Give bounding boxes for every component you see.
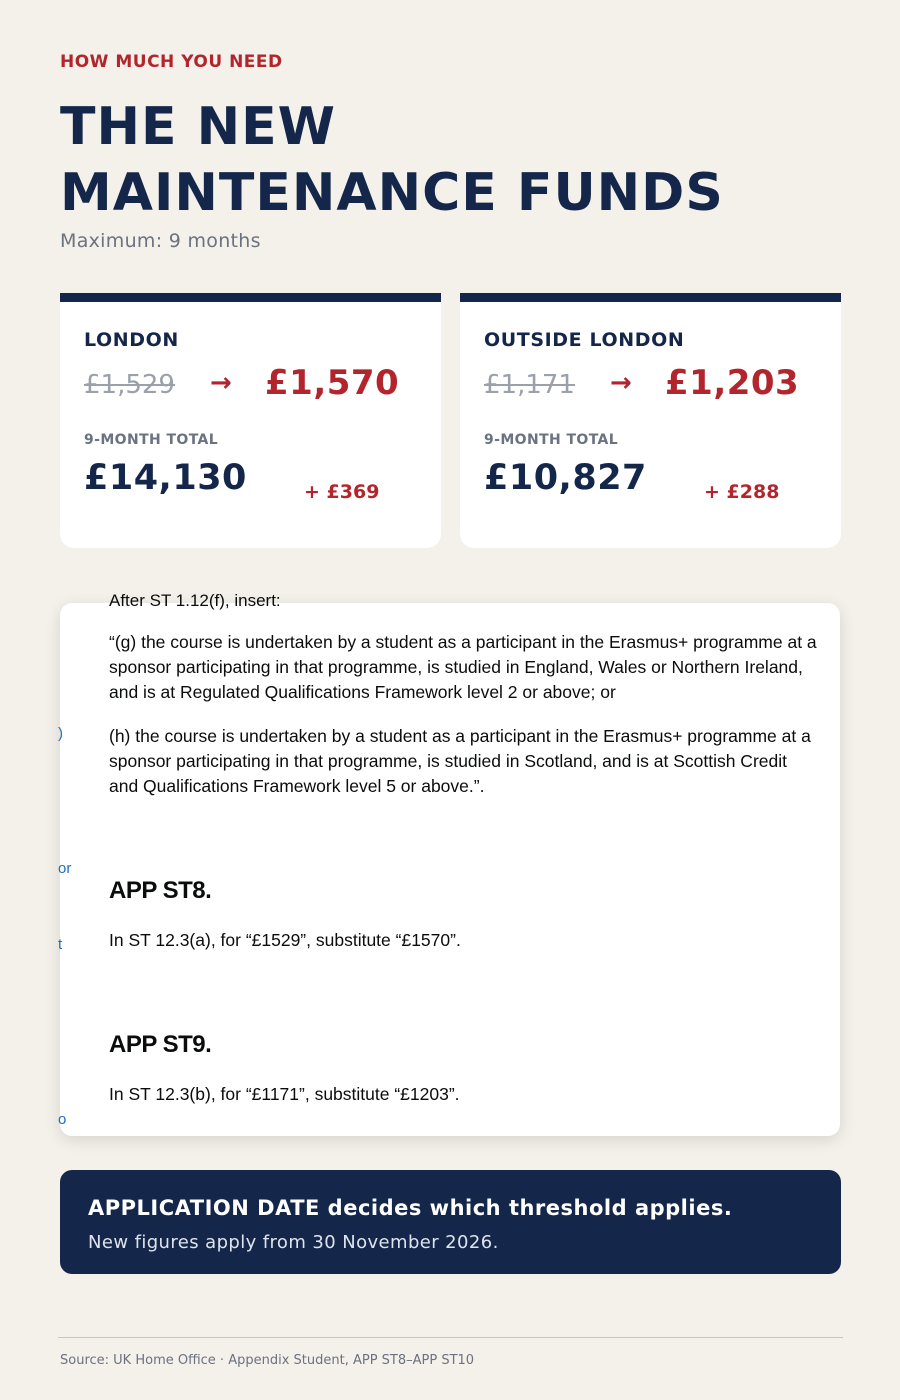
side-link-fragment[interactable]: )	[58, 725, 63, 742]
paragraph-g: “(g) the course is undertaken by a student as a participant in the Erasmus+ programme at a sponsor participating in that programme, is studied in England, Wales or Northern Ireland, and is at Regulated Qualifications Framework level 2 or above; or	[109, 632, 817, 702]
amendment-st8: In ST 12.3(a), for “£1529”, substitute “£1570”.	[109, 930, 461, 950]
arrow-icon: →	[210, 368, 232, 398]
new-amount: £1,203	[665, 363, 800, 403]
eyebrow-label: HOW MUCH YOU NEED	[60, 52, 283, 72]
total-amount: £14,130	[84, 458, 247, 498]
document-excerpt	[58, 591, 840, 1136]
old-amount: £1,529	[84, 370, 175, 400]
new-amount: £1,570	[265, 363, 400, 403]
page-subtitle: Maximum: 9 months	[60, 230, 261, 252]
callout-main: APPLICATION DATE decides which threshold applies.	[88, 1196, 733, 1220]
cut-off-line: After ST 1.12(f), insert:	[109, 591, 281, 610]
application-date-callout	[60, 1170, 841, 1274]
side-link-fragment[interactable]: o	[58, 1111, 67, 1128]
region-label: LONDON	[84, 329, 179, 351]
side-link-fragment[interactable]: or	[58, 860, 72, 877]
old-amount: £1,171	[484, 370, 575, 400]
delta-amount: + £288	[704, 481, 780, 503]
title-line-1: THE NEW	[60, 97, 337, 157]
london-card	[60, 293, 441, 548]
heading-app-st8: APP ST8.	[109, 877, 212, 904]
total-label: 9-MONTH TOTAL	[84, 432, 219, 448]
title-line-2: MAINTENANCE FUNDS	[60, 163, 724, 223]
total-label: 9-MONTH TOTAL	[484, 432, 619, 448]
arrow-icon: →	[610, 368, 632, 398]
delta-amount: + £369	[304, 481, 380, 503]
footer-divider	[58, 1337, 843, 1338]
source-note: Source: UK Home Office · Appendix Student, APP ST8–APP ST10	[60, 1353, 475, 1368]
side-link-fragment[interactable]: t	[58, 936, 63, 953]
region-label: OUTSIDE LONDON	[484, 329, 685, 351]
outside-london-card	[460, 293, 841, 548]
heading-app-st9: APP ST9.	[109, 1031, 212, 1058]
page-title	[60, 94, 860, 226]
total-amount: £10,827	[484, 458, 647, 498]
callout-sub: New figures apply from 30 November 2026.	[88, 1232, 499, 1253]
paragraph-h: (h) the course is undertaken by a student as a participant in the Erasmus+ programme at a sponsor participating in that programme, is studied in Scotland, and is at Scottish Credit and Qualifications Framework level 5 or above.”.	[109, 726, 811, 796]
amendment-st9: In ST 12.3(b), for “£1171”, substitute “£1203”.	[109, 1084, 460, 1104]
